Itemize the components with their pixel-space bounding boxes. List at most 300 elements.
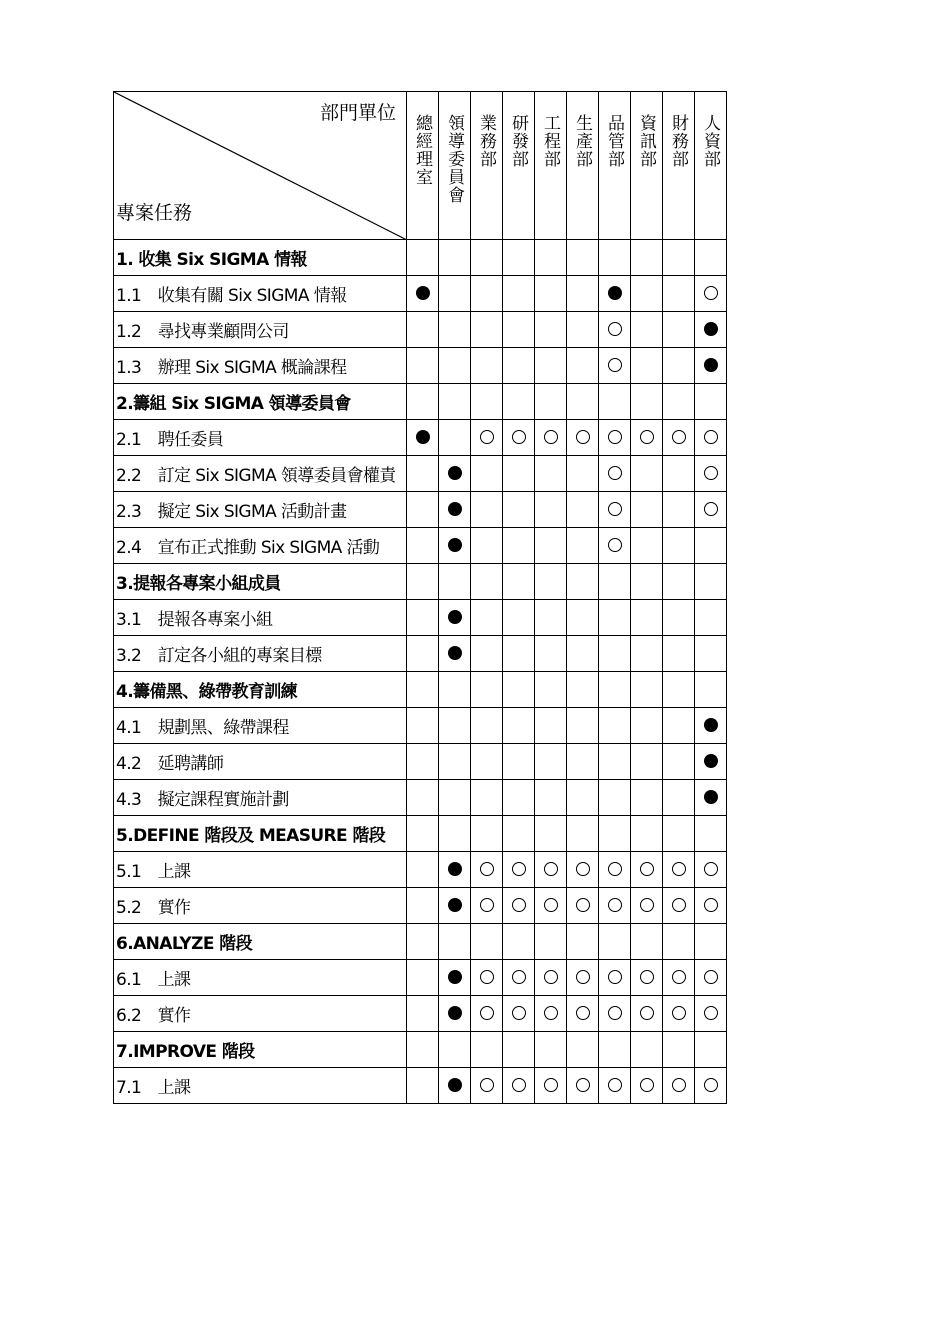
matrix-cell [503, 276, 535, 312]
matrix-cell [503, 816, 535, 852]
primary-responsibility-mark [448, 466, 462, 480]
secondary-responsibility-mark [608, 358, 622, 372]
matrix-cell [503, 420, 535, 456]
secondary-responsibility-mark [704, 862, 718, 876]
matrix-cell [695, 708, 727, 744]
section-title: 2.籌組 Six SIGMA 領導委員會 [114, 384, 407, 420]
task-row [114, 996, 727, 1032]
matrix-cell [535, 744, 567, 780]
matrix-cell [567, 528, 599, 564]
matrix-cell [695, 744, 727, 780]
matrix-cell [439, 492, 471, 528]
matrix-cell [407, 240, 439, 276]
matrix-cell [599, 492, 631, 528]
department-header [567, 92, 599, 240]
task-label: 4.2 延聘講師 [114, 744, 407, 780]
department-header [439, 92, 471, 240]
matrix-cell [471, 456, 503, 492]
matrix-cell [503, 708, 535, 744]
section-row [114, 1032, 727, 1068]
department-label: 生產部 [572, 114, 592, 168]
matrix-cell [471, 348, 503, 384]
matrix-cell [599, 816, 631, 852]
secondary-responsibility-mark [640, 862, 654, 876]
matrix-cell [663, 816, 695, 852]
secondary-responsibility-mark [640, 898, 654, 912]
task-label: 1.3 辦理 Six SIGMA 概論課程 [114, 348, 407, 384]
matrix-cell [535, 420, 567, 456]
matrix-cell [407, 276, 439, 312]
matrix-cell [471, 996, 503, 1032]
matrix-cell [599, 996, 631, 1032]
matrix-cell [471, 492, 503, 528]
matrix-cell [439, 744, 471, 780]
matrix-cell [503, 672, 535, 708]
primary-responsibility-mark [704, 322, 718, 336]
matrix-cell [439, 996, 471, 1032]
matrix-cell [439, 1032, 471, 1068]
secondary-responsibility-mark [608, 502, 622, 516]
matrix-cell [631, 312, 663, 348]
matrix-cell [695, 456, 727, 492]
task-label: 1.1 收集有關 Six SIGMA 情報 [114, 276, 407, 312]
matrix-cell [503, 600, 535, 636]
secondary-responsibility-mark [640, 970, 654, 984]
matrix-cell [439, 456, 471, 492]
matrix-cell [695, 924, 727, 960]
matrix-cell [439, 672, 471, 708]
task-row [114, 600, 727, 636]
matrix-cell [567, 276, 599, 312]
matrix-cell [407, 1032, 439, 1068]
matrix-cell [631, 780, 663, 816]
secondary-responsibility-mark [608, 970, 622, 984]
task-label: 6.1 上課 [114, 960, 407, 996]
task-row [114, 708, 727, 744]
matrix-cell [631, 348, 663, 384]
matrix-cell [663, 1032, 695, 1068]
matrix-cell [407, 420, 439, 456]
matrix-cell [535, 492, 567, 528]
matrix-cell [503, 528, 535, 564]
task-label: 2.2 訂定 Six SIGMA 領導委員會權責 [114, 456, 407, 492]
matrix-cell [663, 852, 695, 888]
secondary-responsibility-mark [672, 1006, 686, 1020]
matrix-cell [631, 852, 663, 888]
matrix-cell [695, 564, 727, 600]
matrix-cell [535, 528, 567, 564]
matrix-cell [535, 816, 567, 852]
secondary-responsibility-mark [544, 970, 558, 984]
matrix-cell [535, 708, 567, 744]
matrix-cell [503, 312, 535, 348]
matrix-cell [567, 1068, 599, 1104]
matrix-cell [407, 888, 439, 924]
matrix-cell [663, 672, 695, 708]
matrix-cell [471, 384, 503, 420]
task-row [114, 312, 727, 348]
department-header [631, 92, 663, 240]
matrix-cell [631, 384, 663, 420]
matrix-cell [663, 708, 695, 744]
matrix-cell [471, 960, 503, 996]
matrix-cell [663, 564, 695, 600]
matrix-cell [471, 816, 503, 852]
matrix-cell [567, 456, 599, 492]
matrix-cell [439, 780, 471, 816]
task-label: 3.1 提報各專案小組 [114, 600, 407, 636]
matrix-cell [471, 420, 503, 456]
primary-responsibility-mark [416, 286, 430, 300]
matrix-cell [535, 888, 567, 924]
matrix-cell [663, 528, 695, 564]
matrix-cell [439, 528, 471, 564]
secondary-responsibility-mark [640, 1078, 654, 1092]
matrix-cell [471, 564, 503, 600]
secondary-responsibility-mark [608, 1078, 622, 1092]
matrix-cell [535, 276, 567, 312]
matrix-cell [407, 528, 439, 564]
matrix-cell [535, 312, 567, 348]
task-row [114, 1068, 727, 1104]
matrix-cell [407, 708, 439, 744]
secondary-responsibility-mark [576, 1078, 590, 1092]
matrix-cell [599, 564, 631, 600]
department-label: 品管部 [604, 114, 624, 168]
primary-responsibility-mark [704, 358, 718, 372]
matrix-cell [407, 348, 439, 384]
matrix-cell [439, 276, 471, 312]
section-row [114, 816, 727, 852]
matrix-cell [631, 420, 663, 456]
secondary-responsibility-mark [480, 1078, 494, 1092]
matrix-cell [631, 672, 663, 708]
matrix-cell [407, 996, 439, 1032]
secondary-responsibility-mark [576, 430, 590, 444]
matrix-cell [471, 240, 503, 276]
matrix-cell [695, 600, 727, 636]
matrix-cell [663, 456, 695, 492]
secondary-responsibility-mark [608, 430, 622, 444]
matrix-cell [631, 960, 663, 996]
matrix-cell [663, 384, 695, 420]
matrix-cell [503, 240, 535, 276]
matrix-cell [567, 1032, 599, 1068]
matrix-cell [631, 528, 663, 564]
matrix-cell [535, 600, 567, 636]
matrix-cell [663, 924, 695, 960]
primary-responsibility-mark [448, 610, 462, 624]
matrix-cell [567, 672, 599, 708]
task-row [114, 492, 727, 528]
department-label: 領導委員會 [444, 114, 464, 204]
matrix-cell [439, 312, 471, 348]
matrix-cell [631, 744, 663, 780]
task-label: 2.4 宣布正式推動 Six SIGMA 活動 [114, 528, 407, 564]
matrix-cell [599, 276, 631, 312]
matrix-cell [503, 636, 535, 672]
primary-responsibility-mark [704, 754, 718, 768]
matrix-cell [567, 816, 599, 852]
matrix-cell [567, 240, 599, 276]
secondary-responsibility-mark [576, 970, 590, 984]
matrix-cell [439, 1068, 471, 1104]
matrix-cell [567, 600, 599, 636]
matrix-cell [471, 276, 503, 312]
matrix-cell [631, 276, 663, 312]
matrix-cell [695, 420, 727, 456]
matrix-cell [407, 960, 439, 996]
department-header [695, 92, 727, 240]
secondary-responsibility-mark [512, 430, 526, 444]
secondary-responsibility-mark [512, 1006, 526, 1020]
primary-responsibility-mark [704, 790, 718, 804]
task-label: 2.3 擬定 Six SIGMA 活動計畫 [114, 492, 407, 528]
matrix-cell [503, 492, 535, 528]
secondary-responsibility-mark [608, 898, 622, 912]
matrix-cell [631, 1068, 663, 1104]
secondary-responsibility-mark [608, 1006, 622, 1020]
department-label: 財務部 [668, 114, 688, 168]
matrix-cell [535, 672, 567, 708]
matrix-cell [599, 780, 631, 816]
matrix-cell [407, 312, 439, 348]
department-header [503, 92, 535, 240]
matrix-cell [439, 636, 471, 672]
matrix-cell [599, 1068, 631, 1104]
matrix-cell [439, 960, 471, 996]
primary-responsibility-mark [448, 970, 462, 984]
matrix-cell [535, 384, 567, 420]
matrix-cell [567, 564, 599, 600]
matrix-cell [471, 600, 503, 636]
department-header [663, 92, 695, 240]
secondary-responsibility-mark [480, 1006, 494, 1020]
matrix-cell [695, 1068, 727, 1104]
secondary-responsibility-mark [608, 466, 622, 480]
matrix-cell [439, 816, 471, 852]
secondary-responsibility-mark [544, 1006, 558, 1020]
matrix-cell [695, 384, 727, 420]
matrix-cell [535, 1032, 567, 1068]
department-label: 資訊部 [636, 114, 656, 168]
matrix-cell [567, 744, 599, 780]
task-label: 3.2 訂定各小組的專案目標 [114, 636, 407, 672]
responsibility-matrix-table [113, 91, 727, 1104]
matrix-cell [695, 492, 727, 528]
matrix-cell [663, 420, 695, 456]
secondary-responsibility-mark [640, 430, 654, 444]
matrix-cell [471, 708, 503, 744]
matrix-cell [407, 924, 439, 960]
matrix-cell [599, 1032, 631, 1068]
secondary-responsibility-mark [544, 898, 558, 912]
matrix-cell [471, 636, 503, 672]
matrix-cell [503, 996, 535, 1032]
secondary-responsibility-mark [608, 538, 622, 552]
secondary-responsibility-mark [480, 430, 494, 444]
secondary-responsibility-mark [512, 898, 526, 912]
matrix-cell [599, 960, 631, 996]
matrix-cell [599, 384, 631, 420]
secondary-responsibility-mark [704, 1006, 718, 1020]
matrix-cell [407, 744, 439, 780]
matrix-cell [439, 348, 471, 384]
primary-responsibility-mark [448, 646, 462, 660]
department-header [471, 92, 503, 240]
matrix-cell [567, 348, 599, 384]
matrix-cell [535, 852, 567, 888]
matrix-cell [631, 600, 663, 636]
matrix-cell [535, 456, 567, 492]
department-label: 人資部 [700, 114, 720, 168]
secondary-responsibility-mark [640, 1006, 654, 1020]
section-row [114, 384, 727, 420]
matrix-cell [471, 312, 503, 348]
matrix-cell [407, 636, 439, 672]
matrix-cell [631, 456, 663, 492]
matrix-cell [695, 780, 727, 816]
matrix-cell [407, 456, 439, 492]
matrix-cell [407, 492, 439, 528]
matrix-cell [663, 276, 695, 312]
matrix-cell [535, 780, 567, 816]
matrix-cell [503, 348, 535, 384]
matrix-cell [503, 1068, 535, 1104]
section-row [114, 924, 727, 960]
matrix-cell [535, 636, 567, 672]
matrix-cell [407, 384, 439, 420]
department-label: 業務部 [476, 114, 496, 168]
matrix-cell [599, 672, 631, 708]
matrix-cell [599, 456, 631, 492]
department-header [407, 92, 439, 240]
primary-responsibility-mark [448, 862, 462, 876]
secondary-responsibility-mark [704, 466, 718, 480]
matrix-cell [567, 924, 599, 960]
matrix-cell [599, 708, 631, 744]
secondary-responsibility-mark [576, 862, 590, 876]
department-label: 研發部 [508, 114, 528, 168]
secondary-responsibility-mark [512, 970, 526, 984]
matrix-cell [567, 636, 599, 672]
section-title: 4.籌備黑、綠帶教育訓練 [114, 672, 407, 708]
matrix-cell [503, 564, 535, 600]
section-title: 3.提報各專案小組成員 [114, 564, 407, 600]
matrix-cell [631, 996, 663, 1032]
secondary-responsibility-mark [544, 1078, 558, 1092]
secondary-responsibility-mark [480, 862, 494, 876]
matrix-cell [503, 456, 535, 492]
task-row [114, 348, 727, 384]
matrix-cell [663, 744, 695, 780]
task-row [114, 888, 727, 924]
matrix-cell [439, 384, 471, 420]
matrix-cell [535, 1068, 567, 1104]
matrix-cell [503, 852, 535, 888]
matrix-cell [663, 492, 695, 528]
matrix-cell [695, 636, 727, 672]
secondary-responsibility-mark [480, 898, 494, 912]
task-label: 4.3 擬定課程實施計劃 [114, 780, 407, 816]
matrix-cell [503, 780, 535, 816]
matrix-cell [407, 816, 439, 852]
matrix-cell [631, 888, 663, 924]
matrix-cell [439, 420, 471, 456]
matrix-cell [599, 888, 631, 924]
secondary-responsibility-mark [672, 1078, 686, 1092]
matrix-cell [439, 852, 471, 888]
matrix-cell [663, 636, 695, 672]
matrix-cell [471, 528, 503, 564]
primary-responsibility-mark [448, 898, 462, 912]
secondary-responsibility-mark [608, 862, 622, 876]
task-row [114, 852, 727, 888]
matrix-cell [535, 564, 567, 600]
matrix-cell [503, 924, 535, 960]
task-label: 2.1 聘任委員 [114, 420, 407, 456]
matrix-cell [503, 384, 535, 420]
matrix-cell [567, 708, 599, 744]
section-title: 6.ANALYZE 階段 [114, 924, 407, 960]
matrix-cell [407, 672, 439, 708]
matrix-cell [567, 996, 599, 1032]
matrix-cell [439, 888, 471, 924]
task-axis-label: 專案任務 [116, 202, 193, 224]
task-row [114, 780, 727, 816]
department-header [535, 92, 567, 240]
matrix-cell [631, 1032, 663, 1068]
secondary-responsibility-mark [672, 970, 686, 984]
matrix-cell [663, 600, 695, 636]
primary-responsibility-mark [416, 430, 430, 444]
matrix-cell [695, 852, 727, 888]
section-row [114, 564, 727, 600]
secondary-responsibility-mark [480, 970, 494, 984]
matrix-cell [471, 672, 503, 708]
matrix-cell [407, 780, 439, 816]
secondary-responsibility-mark [512, 1078, 526, 1092]
section-title: 1. 收集 Six SIGMA 情報 [114, 240, 407, 276]
task-row [114, 960, 727, 996]
matrix-cell [663, 780, 695, 816]
matrix-cell [663, 1068, 695, 1104]
primary-responsibility-mark [608, 286, 622, 300]
matrix-cell [471, 780, 503, 816]
matrix-cell [695, 312, 727, 348]
matrix-cell [471, 852, 503, 888]
section-row [114, 672, 727, 708]
secondary-responsibility-mark [576, 898, 590, 912]
matrix-cell [663, 348, 695, 384]
matrix-header [114, 92, 727, 240]
task-label: 5.1 上課 [114, 852, 407, 888]
section-title: 5.DEFINE 階段及 MEASURE 階段 [114, 816, 407, 852]
matrix-cell [567, 384, 599, 420]
secondary-responsibility-mark [704, 430, 718, 444]
matrix-cell [599, 348, 631, 384]
primary-responsibility-mark [448, 1078, 462, 1092]
matrix-cell [471, 744, 503, 780]
task-label: 5.2 實作 [114, 888, 407, 924]
matrix-cell [567, 888, 599, 924]
matrix-cell [567, 492, 599, 528]
secondary-responsibility-mark [672, 862, 686, 876]
matrix-cell [695, 960, 727, 996]
matrix-cell [663, 888, 695, 924]
matrix-cell [631, 816, 663, 852]
matrix-cell [663, 240, 695, 276]
